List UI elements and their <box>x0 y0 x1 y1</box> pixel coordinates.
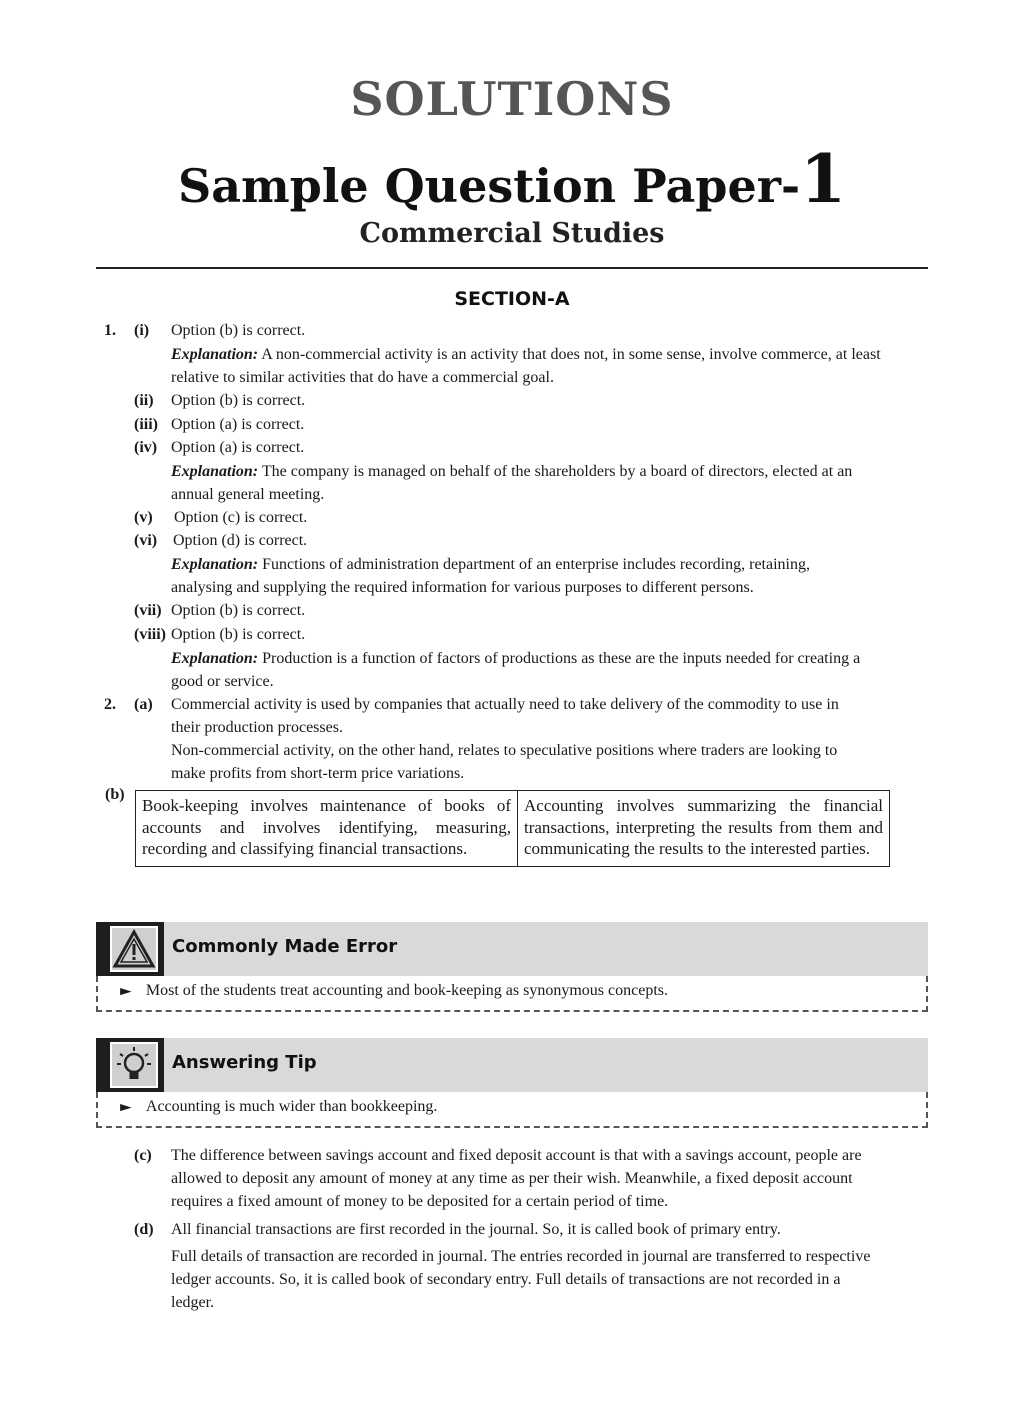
warning-triangle-icon <box>110 926 158 972</box>
explanation-label: Explanation: <box>171 556 259 573</box>
paragraph-line: ledger. <box>171 1294 215 1311</box>
q1-i-answer: Option (b) is correct. <box>171 322 306 339</box>
q1-viii-label: (viii) <box>134 626 166 643</box>
error-box-item <box>116 982 669 1000</box>
q1-ii-label: (ii) <box>134 392 154 409</box>
question-2-number: 2. <box>104 696 116 713</box>
tip-icon-block <box>96 1038 164 1092</box>
q1-vi-explanation <box>171 553 928 599</box>
header-divider <box>96 267 928 269</box>
q2-a-label: (a) <box>134 696 153 713</box>
tip-box-body <box>96 1092 928 1128</box>
q2-a-answer <box>171 693 928 785</box>
error-box-body <box>96 976 928 1012</box>
error-box-text: Most of the students treat accounting and book-keeping as synonymous concepts. <box>145 982 669 999</box>
q1-vii-label: (vii) <box>134 602 162 619</box>
tip-box-item <box>116 1098 438 1116</box>
q1-iv-label: (iv) <box>134 439 158 456</box>
error-box-header <box>96 922 928 976</box>
arrow-bullet-icon: ► <box>116 1100 136 1114</box>
paragraph-line: Commercial activity is used by companies that actually need to take delivery of the commodity to use in <box>171 696 839 713</box>
q1-v-label: (v) <box>134 509 153 526</box>
explanation-label: Explanation: <box>171 346 259 363</box>
subject-title: Commercial Studies <box>359 218 665 249</box>
q1-viii-explanation <box>171 647 928 693</box>
q1-vi-label: (vi) <box>134 532 158 549</box>
explanation-label: Explanation: <box>171 463 259 480</box>
q2-d-answer <box>171 1218 928 1314</box>
q2-c-label: (c) <box>134 1147 152 1164</box>
q1-vii-answer: Option (b) is correct. <box>171 602 306 619</box>
explanation-text: Production is a function of factors of productions as these are the inputs needed for creating a <box>258 650 861 667</box>
paper-number: 1 <box>800 140 846 218</box>
error-icon-block <box>96 922 164 976</box>
q1-i-explanation <box>171 343 928 389</box>
book-keeping-cell: Book-keeping involves maintenance of books of accounts and involves identifying, measuring, recording and classifying financial transactions. <box>136 791 518 867</box>
explanation-label: Explanation: <box>171 650 259 667</box>
explanation-text: A non-commercial activity is an activity that does not, in some sense, involve commerce, at least <box>258 346 881 363</box>
arrow-bullet-icon: ► <box>116 984 136 998</box>
comparison-table <box>135 790 890 867</box>
error-box-title: Commonly Made Error <box>172 936 398 957</box>
tip-box-title: Answering Tip <box>172 1052 317 1073</box>
paper-title <box>0 140 1024 218</box>
q1-i-label: (i) <box>134 322 150 339</box>
paragraph-line: Full details of transaction are recorded in journal. The entries recorded in journal are transferred to respective <box>171 1248 871 1265</box>
explanation-text: analysing and supplying the required information for various purposes to different persons. <box>171 579 754 596</box>
lightbulb-icon <box>110 1042 158 1088</box>
paragraph-line: their production processes. <box>171 719 343 736</box>
q1-ii-answer: Option (b) is correct. <box>171 392 306 409</box>
q2-d-label: (d) <box>134 1221 154 1238</box>
tip-box-header <box>96 1038 928 1092</box>
paragraph-line: allowed to deposit any amount of money at any time as per their wish. Meanwhile, a fixed deposit account <box>171 1170 853 1187</box>
q2-c-answer <box>171 1144 928 1213</box>
q1-iv-answer: Option (a) is correct. <box>171 439 305 456</box>
paragraph-line: Non-commercial activity, on the other hand, relates to speculative positions where traders are looking to <box>171 742 838 759</box>
accounting-cell: Accounting involves summarizing the financial transactions, interpreting the results from them and communicating the results to the interested parties. <box>518 791 890 867</box>
paragraph-line: The difference between savings account and fixed deposit account is that with a savings account, people are <box>171 1147 862 1164</box>
explanation-text: annual general meeting. <box>171 486 325 503</box>
q1-iv-explanation <box>171 460 928 506</box>
q2-b-label: (b) <box>105 786 125 803</box>
explanation-text: good or service. <box>171 673 274 690</box>
paragraph-line: All financial transactions are first recorded in the journal. So, it is called book of primary entry. <box>171 1221 781 1238</box>
table-row <box>136 791 890 867</box>
question-1-number: 1. <box>104 322 116 339</box>
q1-viii-answer: Option (b) is correct. <box>171 626 306 643</box>
solutions-heading: SOLUTIONS <box>350 72 674 126</box>
section-title: SECTION-A <box>454 288 570 310</box>
tip-box-text: Accounting is much wider than bookkeeping. <box>145 1098 438 1115</box>
explanation-text: Functions of administration department of an enterprise includes recording, retaining, <box>258 556 810 573</box>
q1-iii-label: (iii) <box>134 416 158 433</box>
paragraph-line: ledger accounts. So, it is called book of secondary entry. Full details of transactions are not recorded in a <box>171 1271 841 1288</box>
q1-v-answer: Option (c) is correct. <box>174 509 308 526</box>
explanation-text: The company is managed on behalf of the shareholders by a board of directors, elected at an <box>258 463 853 480</box>
paragraph-line: make profits from short-term price variations. <box>171 765 465 782</box>
q1-iii-answer: Option (a) is correct. <box>171 416 305 433</box>
explanation-text: relative to similar activities that do have a commercial goal. <box>171 369 554 386</box>
q1-vi-answer: Option (d) is correct. <box>173 532 308 549</box>
paragraph-line: requires a fixed amount of money to be deposited for a certain period of time. <box>171 1193 669 1210</box>
paper-title-text: Sample Question Paper- <box>177 159 801 213</box>
